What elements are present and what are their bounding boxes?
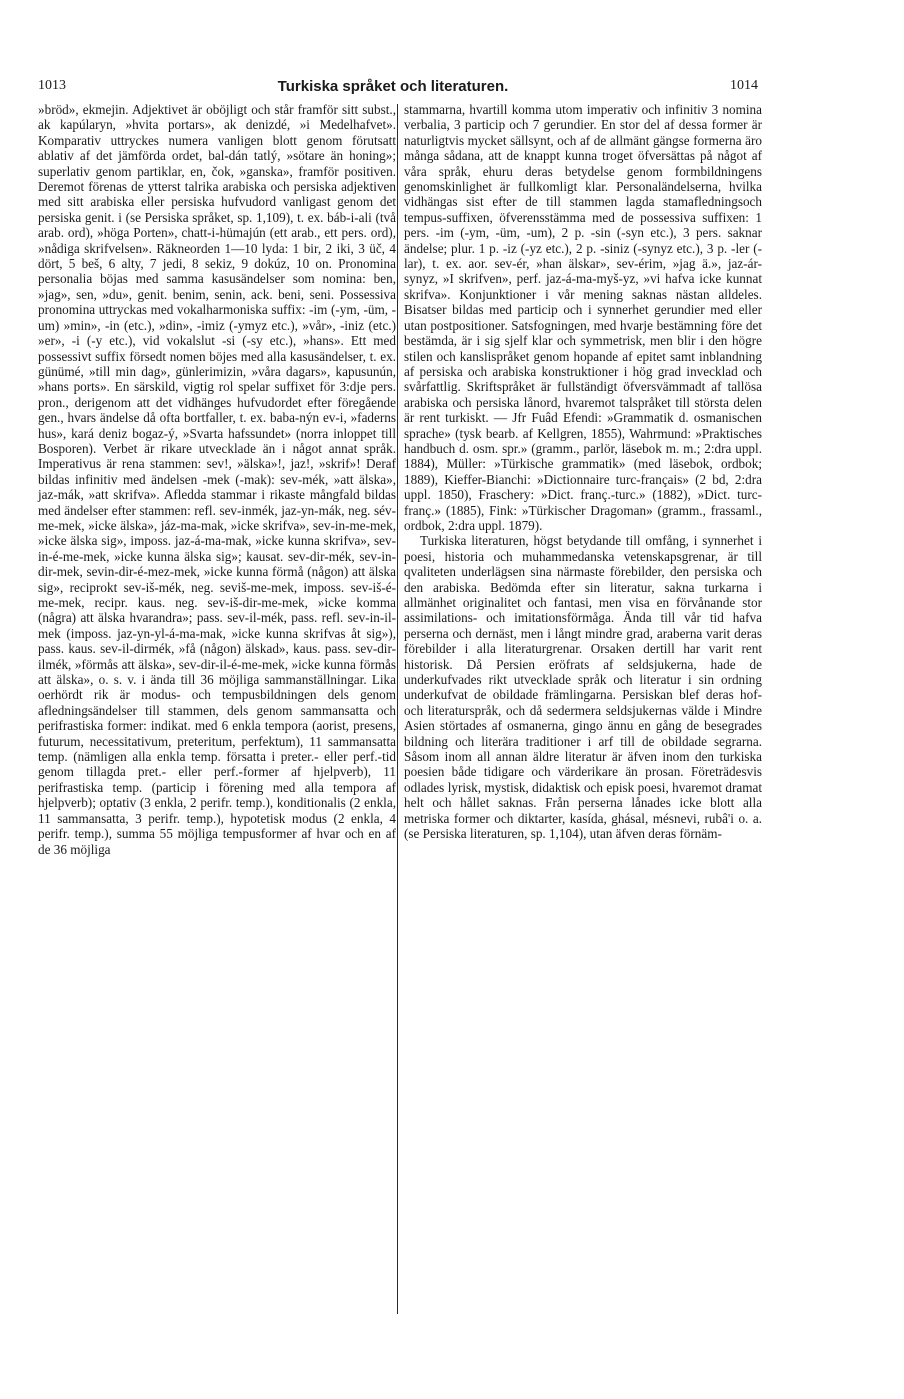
page-header bbox=[28, 78, 758, 100]
left-column bbox=[38, 102, 396, 857]
right-column bbox=[404, 102, 762, 842]
page-number-right: 1014 bbox=[730, 78, 758, 93]
right-paragraph-2: Turkiska literaturen, högst betydande till omfång, i synnerhet i poesi, historia och muhammedanska vetenskapsgrenar, är till qvaliteten underlägsen sina närmaste förebilder, den persiska och den arabiska. Bedömda efter sin literatur, sakna turkarna i allmänhet originalitet och fantasi, men visa en förvånande stor assimilations- och imitationsförmåga. Ända till vår tid hafva perserna och dernäst, men i långt mindre grad, araberna varit deras förebilder i alla literaturgrenar. Orsaken dertill har varit rent historisk. Då Persien eröfrats af seldsjukerna, hade de underkufvades rikt utvecklade språk och literatur i sin ordning underkufvat de obildade främlingarna. Persiskan blef deras hof- och literaturspråk, och då sedermera seldsjukernas välde i Mindre Asien störtades af osmanerna, gingo ännu en gång de besegrades bildning och literära traditioner i arf till de obildade segrarna. Såsom inom all annan äldre literatur är äfven inom den turkiska poesien både tidigare och värderikare än prosan. Företrädesvis odlades lyrisk, mystisk, didaktisk och episk poesi, hvaremot dramat helt och hållet saknas. Från perserna lånades icke blott alla metriska former och diktarter, kasída, ghásal, mésnevi, rubâ'i o. a. (se Persiska literaturen, sp. 1,104), utan äfven deras förnäm- bbox=[404, 533, 762, 842]
column-divider bbox=[397, 104, 398, 1314]
left-paragraph-1: »bröd», ekmejin. Adjektivet är oböjligt och står framför sitt subst., ak kapúlaryn, »hvita portars», ak denizdé, »i Medelhafvet». Komparativ uttryckes numera vanligen blott genom förutsatt ablativ af det jämförda ordet, bal-dán tatlý, »sötare än honing»; superlativ genom partiklar, en, čok, »ganska», framför positiven. Deremot förenas de ytterst talrika arabiska och persiska adjektiven med sitt arabiska eller persiska hufvudord vanligast genom det persiska genit. i (se Persiska språket, sp. 1,109), t. ex. báb-i-ali (två arab. ord), »höga Porten», chatt-i-hümajún (ett arab., ett pers. ord), »nådiga skrifvelsen». Räkneorden 1—10 lyda: 1 bir, 2 iki, 3 üč, 4 dört, 5 beš, 6 alty, 7 jedi, 8 sekiz, 9 dokúz, 10 on. Pronomina personalia böjas med samma kasusändelser som nomina: ben, »jag», sen, »du», genit. benim, senin, ack. beni, seni. Possessiva pronomina uttryckas med vokalharmoniska suffix: -im (-ym, -üm, -um) »min», -in (etc.), »din», -imiz (-ymyz etc.), »vår», -iniz (etc.) »er», -i (-y etc.), vid vokalslut -si (-sy etc.), »hans». Ett med possessivt suffix försedt nomen böjes med alla kasusändelser, t. ex. günümé, »till min dag», günlerimizin, »våra dagars», kapusunún, »hans ports». En särskild, vigtig rol spelar suffixet för 3:dje pers. pron., derigenom att det vidhänges hufvudordet efter föregående gen., hvars ändelse då ofta bortfaller, t. ex. baba-nýn ev-i, »faderns hus», kará deniz bogaz-ý, »Svarta hafssundet» (norra inloppet till Bosporen). Verbet är rikare utvecklade än i något annat språk. Imperativus är rena stammen: sev!, »älska»!, jaz!, »skrif»! Deraf bildas infinitiv med ändelsen -mek (-mak): sev-mék, »att älska», jaz-mák, »att skrifva». Afledda stammar i rikaste mångfald bildas med ändelser efter stammen: refl. sev-inmék, jaz-yn-mák, neg. sév-me-mek, »icke älska», jáz-ma-mak, »icke skrifva», sev-in-me-mek, »icke älska sig», imposs. jaz-á-ma-mak, »icke kunna skrifva», sev-in-é-me-mek, »icke kunna älska sig»; kausat. sev-dir-mék, sev-in-dir-mek, sevin-dir-é-mez-mek, »icke kunna förmå (någon) att älska sig», reciprokt sev-iš-mék, neg. seviš-me-mek, imposs. sev-iš-é-me-mek, recipr. kaus. neg. sev-iš-dir-me-mek, »icke komma (några) att älska hvarandra»; pass. sev-il-mék, pass. refl. sev-in-il-mek (imposs. jaz-yn-yl-á-ma-mak, »icke kunna skrifvas åt sig»), pass. kaus. sev-il-dirmék, »få (någon) älskad», kaus. pass. sev-dir-ilmék, »förmås att älska», sev-dir-il-é-me-mek, »icke kunna förmås att älska», o. s. v. i ända till 36 möjliga sammanställningar. Lika oerhördt rik är modus- och tempusbildningen dels genom afledningsändelser till stammen, dels genom sammansatta och perifrastiska former: indikat. med 6 enkla tempora (aorist, presens, futurum, necessitativum, preteritum, perfektum), 11 sammansatta temp. (nämligen alla enkla temp. försatta i preter.- eller perf.-tid genom tillagda pret.- eller perf.-former af hjelpverb), 11 perifrastiska temp. (particip i förening med alla tempora af hjelpverb); optativ (3 enkla, 2 perifr. temp.), konditionalis (2 enkla, 11 sammansatta, 3 perifr. temp.), hypotetisk modus (2 enkla, 4 perifr. temp.), summa 55 möjliga tempusformer af hvar och en af de 36 möjliga bbox=[38, 102, 396, 857]
page-number-left: 1013 bbox=[38, 78, 66, 93]
running-title: Turkiska språket och literaturen. bbox=[277, 78, 509, 95]
right-paragraph-1: stammarna, hvartill komma utom imperativ och infinitiv 3 nomina verbalia, 3 particip och 7 gerundier. En stor del af dessa former är naturligtvis mycket sällsynt, och af de allmänt gängse formerna äro många sådana, att de knappt kunna troget öfversättas på något af våra språk, ehuru deras betydelse genom formbildningens genomskinlighet är fullkomligt klar. Personaländelserna, hvilka vidhängas sist efter de till stammen lagda stamafledningsoch tempus-suffixen, öfverensstämma med de possessiva suffixen: 1 pers. -im (-ym, -üm, -um), 2 p. -sin (-syn etc.), 3 pers. saknar ändelse; plur. 1 p. -iz (-yz etc.), 2 p. -siniz (-synyz etc.), 3 p. -ler (-lar), t. ex. aor. sev-ér, »han älskar», sev-érim, »jag ä.», jaz-ár-synyz, »I skrifven», perf. jaz-á-ma-myš-yz, »vi hafva icke kunnat skrifva». Konjunktioner i vår mening saknas nästan alldeles. Bisatser bildas med particip och i synnerhet gerundier med eller utan postpositioner. Satsfogningen, med hvarje bestämning före det bestämda, är i sig sjelf klar och symmetrisk, men blir i den högre stilen och kanslispråket genom hopande af epitet samt inblandning af persiska och arabiska konstruktioner i hög grad invecklad och svårfattlig. Skriftspråket är fullständigt öfversvämmadt af tallösa arabiska och persiska lånord, hvaremot talspråket till största delen är rent turkiskt. — Jfr Fuâd Efendi: »Grammatik d. osmanischen sprache» (tysk bearb. af Kellgren, 1855), Wahrmund: »Praktisches handbuch d. osm. spr.» (gramm., parlör, läsebok m. m.; 2:dra uppl. 1884), Müller: »Türkische grammatik» (med läsebok, ordbok; 1889), Kieffer-Bianchi: »Dictionnaire turc-français» (2 bd, 2:dra uppl. 1850), Fraschery: »Dict. franç.-turc.» (1882), »Dict. turc-franç.» (1885), Fink: »Türkischer Dragoman» (gramm., frassaml., ordbok, 2:dra uppl. 1879). bbox=[404, 102, 762, 533]
